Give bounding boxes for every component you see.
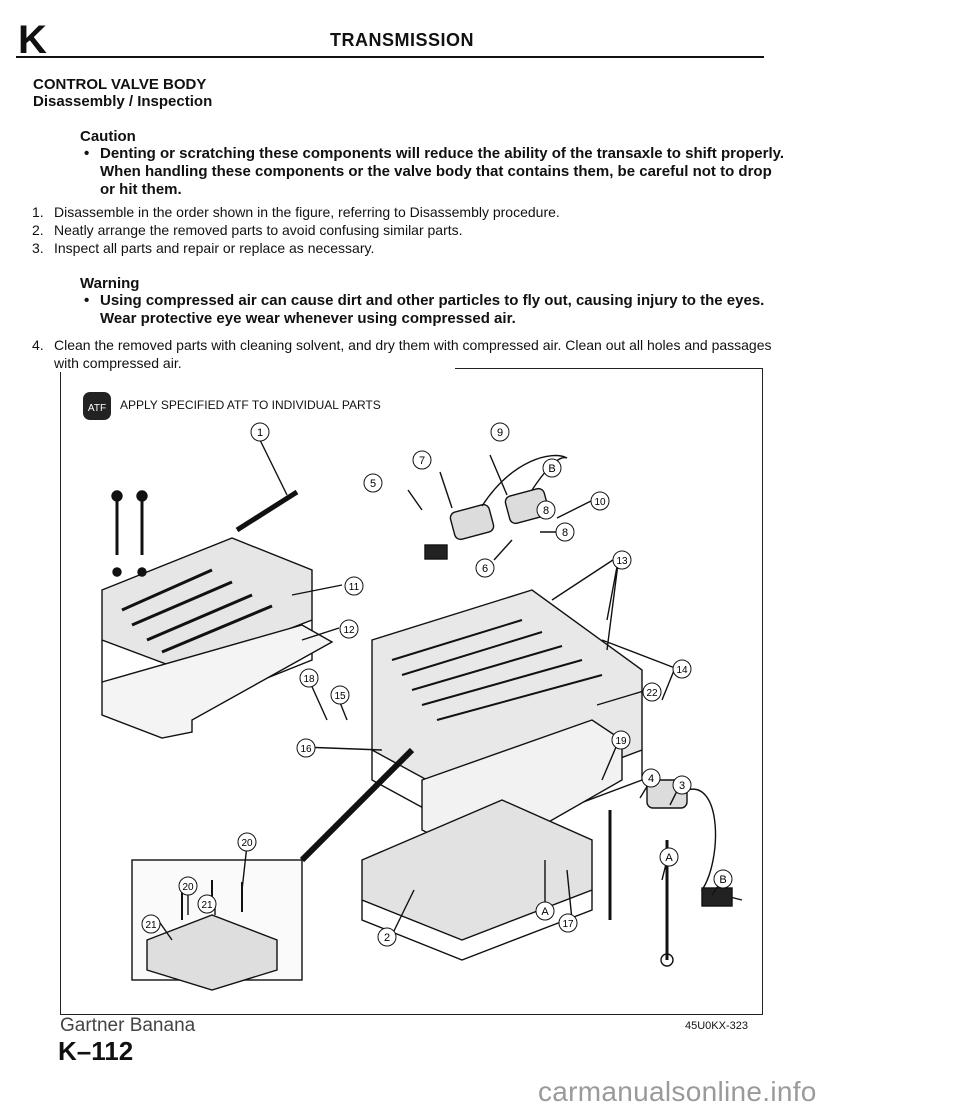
callout-20-a: [238, 833, 256, 851]
procedure-steps-continued: [32, 336, 774, 372]
callout-11: [345, 577, 363, 595]
step-text: Disassemble in the order shown in the figure, referring to Disassembly procedure.: [54, 204, 560, 220]
callout-A-right: [660, 848, 678, 866]
callout-B-upper: [543, 459, 561, 477]
callout-12: [340, 620, 358, 638]
caution-block: [80, 128, 790, 199]
callout-A-lower: [536, 902, 554, 920]
svg-text:3: 3: [678, 780, 686, 792]
callout-8-b: [556, 523, 574, 541]
svg-text:22: 22: [646, 688, 658, 699]
svg-text:15: 15: [334, 691, 346, 702]
svg-text:6: 6: [481, 563, 489, 575]
svg-text:20: 20: [182, 882, 194, 893]
svg-text:18: 18: [303, 674, 315, 685]
callout-15: [331, 686, 349, 704]
callout-21-b: [142, 915, 160, 933]
warning-block: [80, 275, 790, 328]
procedure-step: [32, 336, 774, 372]
svg-text:A: A: [665, 852, 673, 864]
watermark: carmanualsonline.info: [538, 1076, 817, 1107]
step-number: 3.: [32, 240, 44, 256]
svg-text:2: 2: [383, 932, 391, 944]
svg-text:10: 10: [594, 497, 606, 508]
callout-3: [673, 776, 691, 794]
callout-7: [413, 451, 431, 469]
svg-text:16: 16: [300, 744, 312, 755]
valve-body-illustration: [102, 440, 742, 990]
svg-text:4: 4: [647, 773, 655, 785]
callout-10: [591, 492, 609, 510]
svg-text:17: 17: [562, 919, 574, 930]
callout-B-lower: [714, 870, 732, 888]
callout-20-b: [179, 877, 197, 895]
svg-text:8: 8: [542, 505, 550, 517]
page-header-title: TRANSMISSION: [330, 30, 475, 50]
callout-13: [613, 551, 631, 569]
section-title: CONTROL VALVE BODY: [33, 76, 207, 93]
callout-16: [297, 739, 315, 757]
svg-text:B: B: [548, 463, 556, 475]
callout-21-a: [198, 895, 216, 913]
svg-text:21: 21: [201, 900, 213, 911]
step-text: Neatly arrange the removed parts to avoid confusing similar parts.: [54, 222, 463, 238]
step-text: Inspect all parts and repair or replace as necessary.: [54, 240, 375, 256]
callout-19: [612, 731, 630, 749]
warning-label: Warning: [80, 275, 140, 292]
page-number: K–112: [58, 1036, 134, 1066]
callout-5: [364, 474, 382, 492]
callout-17: [559, 914, 577, 932]
svg-text:13: 13: [616, 556, 628, 567]
header-divider: [16, 56, 764, 58]
svg-text:1: 1: [256, 427, 264, 439]
step-number: 1.: [32, 204, 44, 220]
atf-instruction-label: APPLY SPECIFIED ATF TO INDIVIDUAL PARTS: [120, 398, 381, 412]
warning-item: • Using compressed air can cause dirt and other particles to fly out, causing injury to the eyes. Wear protective eye wear whenever using compressed air.: [80, 292, 790, 328]
callout-2: [378, 928, 396, 946]
svg-text:8: 8: [561, 527, 569, 539]
section-letter: K: [18, 18, 47, 62]
svg-text:7: 7: [418, 455, 426, 467]
exploded-view-diagram: [62, 420, 760, 1010]
callout-8-a: [537, 501, 555, 519]
svg-text:12: 12: [343, 625, 355, 636]
callout-1: [251, 423, 269, 441]
svg-text:11: 11: [348, 582, 360, 593]
figure-code: 45U0KX-323: [685, 1020, 748, 1032]
svg-text:14: 14: [676, 665, 688, 676]
caution-item: • Denting or scratching these components will reduce the ability of the transaxle to shift properly. When handling these components or the valve body that contains them, be careful not to drop or hit them.: [80, 145, 790, 199]
svg-text:A: A: [541, 906, 549, 918]
callout-9: [491, 423, 509, 441]
step-text: Clean the removed parts with cleaning solvent, and dry them with compressed air. Clean out all holes and passages with compressed air.: [54, 337, 772, 371]
callout-4: [642, 769, 660, 787]
step-number: 4.: [32, 337, 44, 353]
procedure-step: [32, 239, 774, 257]
procedure-step: [32, 203, 774, 221]
caution-label: Caution: [80, 128, 136, 145]
svg-text:19: 19: [615, 736, 627, 747]
svg-text:9: 9: [496, 427, 504, 439]
svg-text:21: 21: [145, 920, 157, 931]
svg-text:5: 5: [369, 478, 377, 490]
callout-14: [673, 660, 691, 678]
svg-text:20: 20: [241, 838, 253, 849]
svg-text:B: B: [719, 874, 727, 886]
procedure-step: [32, 221, 774, 239]
procedure-steps: [32, 203, 774, 257]
callout-6: [476, 559, 494, 577]
footer-label: Gartner Banana: [60, 1015, 196, 1036]
step-number: 2.: [32, 222, 44, 238]
atf-icon: ATF: [83, 392, 111, 420]
callout-22: [643, 683, 661, 701]
callout-18: [300, 669, 318, 687]
section-subtitle: Disassembly / Inspection: [33, 93, 213, 110]
